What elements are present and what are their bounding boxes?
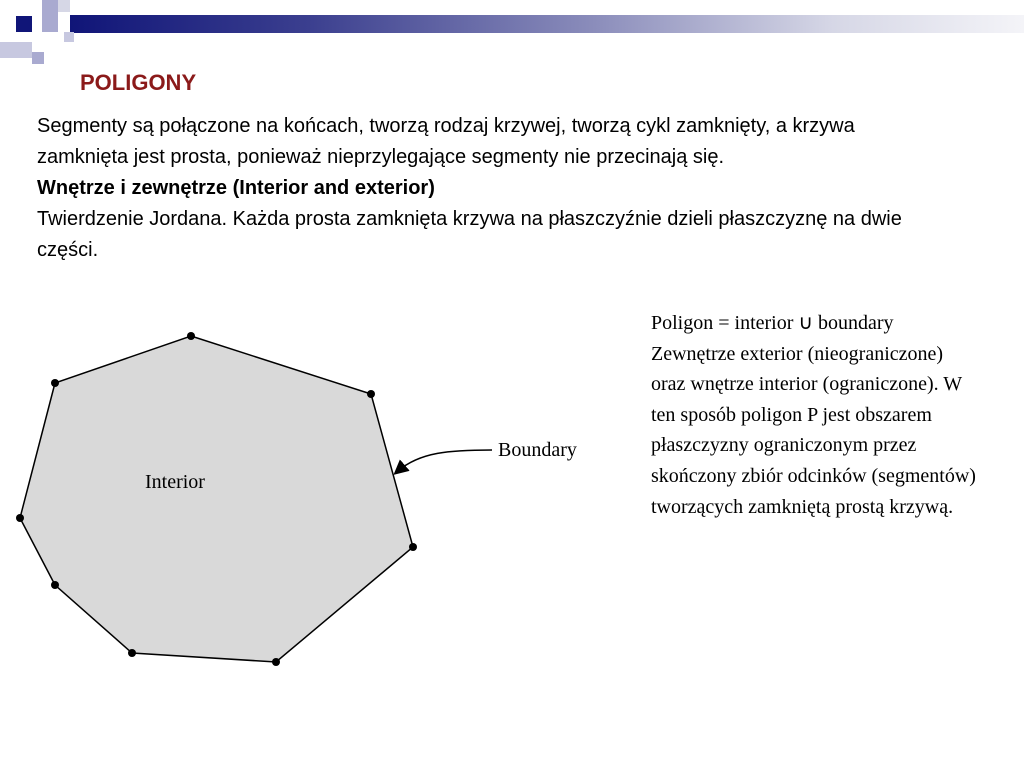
vertex-dot (128, 649, 136, 657)
interior-label: Interior (145, 471, 205, 493)
boundary-arrow (398, 450, 492, 471)
decor-square-dark (16, 16, 32, 32)
paragraph-interior-exterior: Wnętrze i zewnętrze (Interior and exterior) (37, 177, 435, 199)
vertex-dot (367, 390, 375, 398)
vertex-dot (51, 581, 59, 589)
decor-square-light (16, 42, 32, 58)
vertex-dot (16, 514, 24, 522)
decor-square-light (0, 42, 16, 58)
decor-square-light (42, 0, 58, 16)
paragraph-jordan: Twierdzenie Jordana. Każda prosta zamknięta krzywa na płaszczyźnie dzieli płaszczyznę na dwie części. (37, 208, 902, 261)
vertex-dot (409, 543, 417, 551)
polygon-shape (20, 336, 413, 662)
paragraph-segments: Segmenty są połączone na końcach, tworzą rodzaj krzywej, tworzą cykl zamknięty, a krzywa zamknięta jest prosta, ponieważ nieprzylegające segmenty nie przecinają się. (37, 115, 855, 168)
decor-square-light (64, 32, 74, 42)
decor-square-light (42, 16, 58, 32)
decor-square-light (32, 52, 44, 64)
vertex-dot (272, 658, 280, 666)
vertex-dot (187, 332, 195, 340)
boundary-label: Boundary (498, 439, 577, 461)
poligon-description: Zewnętrze exterior (nieograniczone) oraz wnętrze interior (ograniczone). W ten sposób poligon P jest obszarem płaszczyzny ograniczonym przez skończony zbiór odcinków (segmentów) tworzących zamkniętą prostą krzywą. (651, 342, 976, 518)
side-text (651, 308, 991, 522)
slide-title: POLIGONY (80, 70, 197, 95)
vertex-dot (51, 379, 59, 387)
polygon-diagram (0, 300, 640, 680)
decor-square-light (58, 0, 70, 12)
body-text (37, 111, 937, 266)
poligon-definition: Poligon = interior ∪ boundary (651, 312, 894, 334)
header-gradient-bar (70, 15, 1024, 33)
